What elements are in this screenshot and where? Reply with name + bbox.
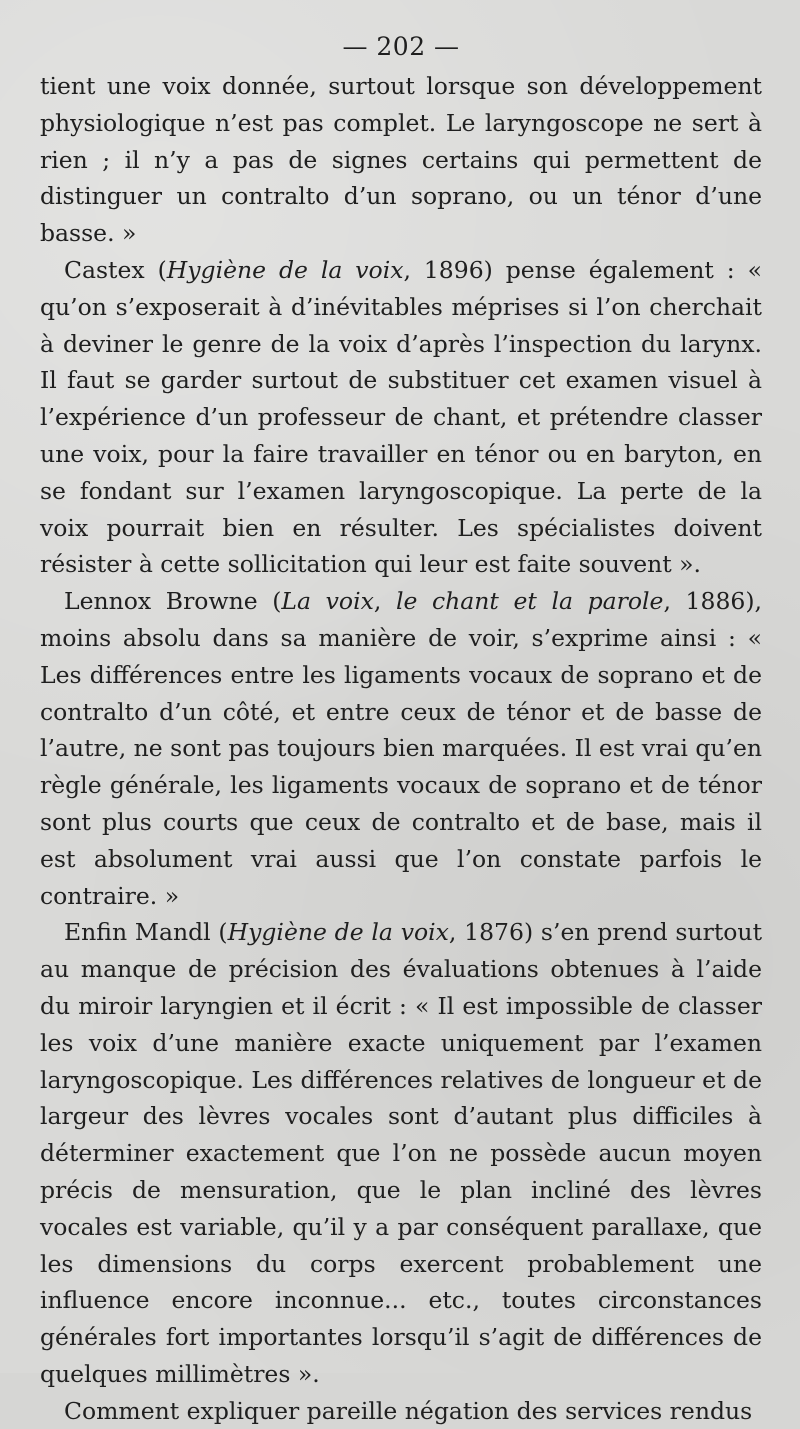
text-segment: , 1876) s’en prend surtout au manque de précision des évaluations obtenues à l’aide du miroir laryngien et il écrit : « Il est impossible de classer les voix d’une manière exacte uniquement par l’examen laryngoscopique. Les différences relatives de longueur et de largeur des lèvres vocales sont d’autant plus difficiles à déterminer exactement que l’on ne possède aucun moyen précis de mensuration, que le plan incliné des lèvres vocales est variable, qu’il y a par conséquent parallaxe, que les dimensions du corps exercent probablement une influence encore inconnue... etc., toutes circonstances générales fort importantes lorsqu’il s’agit de différences de quelques millimètres ». bbox=[40, 918, 763, 1388]
text-segment: Castex ( bbox=[64, 255, 167, 284]
text-segment: Lennox Browne ( bbox=[64, 587, 282, 616]
cited-title: le chant et la parole bbox=[395, 587, 664, 616]
cited-title: Hygiène de la voix bbox=[166, 255, 404, 284]
text-segment: Enfin Mandl ( bbox=[64, 918, 228, 947]
cited-title: Hygiène de la voix bbox=[227, 918, 449, 947]
text-segment: , bbox=[373, 587, 396, 616]
cited-title: La voix bbox=[281, 587, 374, 616]
paragraph-p3 bbox=[40, 583, 762, 914]
text-segment: , 1896) pense également : « qu’on s’exposerait à d’inévitables méprises si l’on cherchait à deviner le genre de la voix d’après l’inspection du larynx. Il faut se garder surtout de substituer cet examen visuel à l’expérience d’un professeur de chant, et prétendre classer une voix, pour la faire travailler en ténor ou en baryton, en se fondant sur l’examen laryngoscopique. La perte de la voix pourrait bien en résulter. Les spécialistes doivent résister à cette sollicitation qui leur est faite souvent ». bbox=[40, 255, 763, 579]
paragraph-p5 bbox=[40, 1393, 762, 1429]
paragraph-p1 bbox=[40, 68, 762, 252]
paragraph-p4 bbox=[40, 914, 762, 1392]
text-segment: , 1886), moins absolu dans sa manière de voir, s’exprime ainsi : « Les différences entre les ligaments vocaux de soprano et de contralto d’un côté, et entre ceux de ténor et de basse de l’autre, ne sont pas toujours bien marquées. Il est vrai qu’en règle générale, les ligaments vocaux de soprano et de ténor sont plus courts que ceux de contralto et de base, mais il est absolument vrai aussi que l’on constate parfois le contraire. » bbox=[40, 587, 763, 910]
text-segment: Comment expliquer pareille négation des services rendus bbox=[64, 1396, 753, 1425]
page-number: — 202 — bbox=[342, 32, 460, 61]
text-segment: tient une voix donnée, surtout lorsque son développement physiologique n’est pas complet. Le laryngoscope ne sert à rien ; il n’y a pas de signes certains qui permettent de distinguer un contralto d’un soprano, ou un ténor d’une basse. » bbox=[40, 72, 762, 248]
paragraph-p2 bbox=[40, 252, 762, 583]
body-text bbox=[40, 68, 762, 1429]
